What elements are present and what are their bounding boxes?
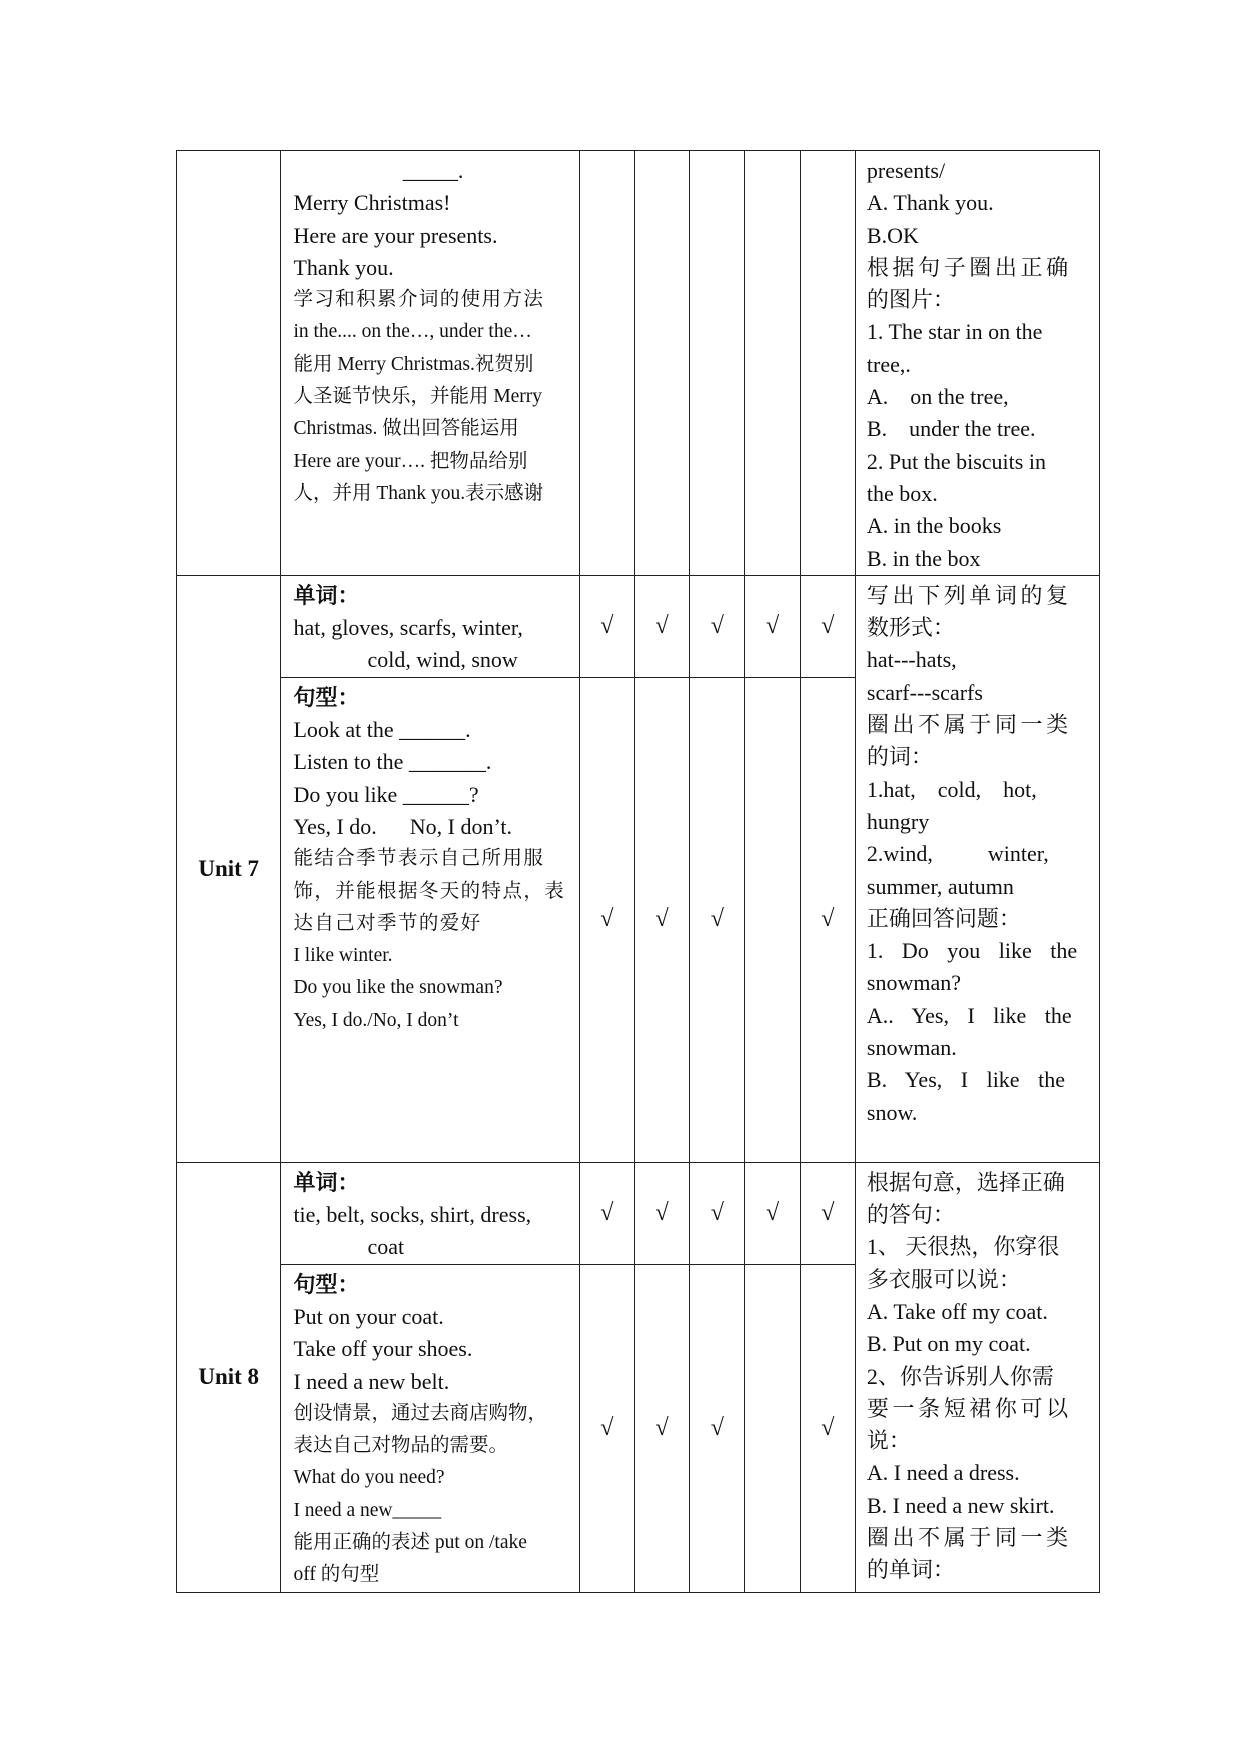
- text-line: 1.hat, cold, hot,: [866, 776, 1037, 802]
- text-line: Do you like ______?: [293, 781, 479, 807]
- text-line: 能用 Merry Christmas.祝贺别: [293, 353, 534, 375]
- patterns-heading: 句型：: [293, 684, 360, 710]
- text-line: _____.: [402, 158, 464, 183]
- check-mark: √: [800, 1264, 855, 1592]
- text-line: in the.... on the…, under the…: [293, 321, 532, 343]
- check-mark: √: [690, 677, 745, 1162]
- text-line: A. Thank you.: [866, 190, 994, 216]
- check-mark: √: [634, 575, 689, 677]
- text-line: snow.: [866, 1099, 918, 1125]
- text-line: 要一条短裙你可以: [866, 1395, 1072, 1421]
- text-line: A. I need a dress.: [866, 1460, 1020, 1486]
- text-line: B. in the box: [866, 545, 981, 571]
- check-cell-empty: [634, 151, 689, 576]
- text-line: tree,.: [866, 351, 911, 377]
- text-line: Yes, I do./No, I don’t: [293, 1009, 459, 1031]
- text-line: 圈出不属于同一类: [866, 712, 1072, 738]
- text-line: 1、 天很热，你穿很: [866, 1234, 1060, 1260]
- text-line: 2. Put the biscuits in: [866, 448, 1046, 474]
- content-cell: [281, 151, 579, 576]
- text-line: Take off your shoes.: [293, 1336, 473, 1362]
- words-heading: 单词：: [293, 582, 360, 608]
- text-line: B. I need a new skirt.: [866, 1492, 1055, 1518]
- check-cell-empty: [745, 151, 800, 576]
- text-line: Put on your coat.: [293, 1303, 444, 1329]
- text-line: 表达自己对物品的需要。: [293, 1435, 508, 1457]
- text-line: 饰，并能根据冬天的特点，表: [293, 880, 566, 902]
- text-line: coat: [367, 1234, 405, 1260]
- text-line: scarf---scarfs: [866, 679, 983, 705]
- check-mark: √: [800, 575, 855, 677]
- text-line: I need a new belt.: [293, 1368, 450, 1394]
- text-line: 的词：: [866, 744, 933, 770]
- check-mark: √: [579, 1162, 634, 1264]
- text-line: Do you like the snowman?: [293, 977, 503, 999]
- text-line: snowman.: [866, 1035, 957, 1061]
- text-line: A. in the books: [866, 513, 1002, 539]
- text-line: hat, gloves, scarfs, winter,: [293, 615, 523, 641]
- text-line: Here are your…. 把物品给别: [293, 450, 528, 472]
- text-line: 达自己对季节的爱好: [293, 912, 482, 934]
- check-mark: √: [579, 677, 634, 1162]
- check-cell-empty: [690, 151, 745, 576]
- text-line: 圈出不属于同一类: [866, 1525, 1072, 1551]
- text-line: What do you need?: [293, 1467, 445, 1489]
- text-line: summer, autumn: [866, 873, 1014, 899]
- text-line: I need a new_____: [293, 1499, 442, 1521]
- text-line: I like winter.: [293, 945, 393, 967]
- check-mark: √: [579, 1264, 634, 1592]
- text-line: B. Yes, I like the: [866, 1067, 1065, 1093]
- text-line: Here are your presents.: [293, 222, 498, 248]
- check-mark: √: [634, 1162, 689, 1264]
- text-line: 正确回答问题：: [866, 905, 1021, 931]
- check-cell-empty: [800, 151, 855, 576]
- check-cell-empty: [745, 1264, 800, 1592]
- unit-cell-empty: [177, 151, 281, 576]
- text-line: 的答句：: [866, 1202, 955, 1228]
- text-line: presents/: [866, 158, 946, 183]
- text-line: 的图片：: [866, 287, 955, 313]
- unit-label: Unit 8: [177, 1162, 281, 1592]
- text-line: 2.wind, winter,: [866, 841, 1049, 867]
- check-mark: √: [634, 1264, 689, 1592]
- text-line: hat---hats,: [866, 647, 957, 673]
- table-row: [177, 575, 1100, 677]
- text-line: 多衣服可以说：: [866, 1266, 1021, 1292]
- check-mark: √: [800, 1162, 855, 1264]
- text-line: 的单词：: [866, 1557, 955, 1583]
- text-line: tie, belt, socks, shirt, dress,: [293, 1202, 532, 1228]
- words-cell: [281, 575, 579, 677]
- text-line: 创设情景，通过去商店购物，: [293, 1402, 547, 1424]
- check-mark: √: [690, 575, 745, 677]
- check-mark: √: [745, 1162, 800, 1264]
- check-mark: √: [579, 575, 634, 677]
- words-heading: 单词：: [293, 1169, 360, 1195]
- text-line: snowman?: [866, 970, 961, 996]
- unit-label: Unit 7: [177, 575, 281, 1162]
- text-line: 根据句意，选择正确: [866, 1169, 1065, 1195]
- text-line: 能结合季节表示自己所用服: [293, 848, 545, 870]
- text-line: 数形式：: [866, 615, 955, 641]
- text-line: B. under the tree.: [866, 416, 1036, 442]
- check-mark: √: [800, 677, 855, 1162]
- text-line: Christmas. 做出回答能运用: [293, 418, 519, 440]
- table-row: [177, 151, 1100, 576]
- text-line: B. Put on my coat.: [866, 1331, 1031, 1357]
- text-line: Yes, I do. No, I don’t.: [293, 813, 513, 839]
- text-line: Thank you.: [293, 254, 394, 280]
- text-line: hungry: [866, 808, 930, 834]
- table-row: [177, 1162, 1100, 1264]
- text-line: B.OK: [866, 222, 919, 248]
- text-line: A. Take off my coat.: [866, 1298, 1048, 1324]
- text-line: the box.: [866, 480, 938, 506]
- notes-cell: [855, 151, 1099, 576]
- check-mark: √: [634, 677, 689, 1162]
- text-line: off 的句型: [293, 1564, 380, 1586]
- text-line: A.. Yes, I like the: [866, 1002, 1072, 1028]
- check-cell-empty: [579, 151, 634, 576]
- words-cell: [281, 1162, 579, 1264]
- text-line: 写出下列单词的复: [866, 582, 1072, 608]
- text-line: Listen to the _______.: [293, 749, 492, 775]
- unit-table: [176, 150, 1100, 1593]
- text-line: 1. Do you like the: [866, 938, 1078, 964]
- check-mark: √: [690, 1162, 745, 1264]
- text-line: Look at the ______.: [293, 717, 471, 743]
- text-line: 人，并用 Thank you.表示感谢: [293, 482, 544, 504]
- notes-cell: [855, 1162, 1099, 1592]
- patterns-heading: 句型：: [293, 1271, 360, 1297]
- text-line: 能用正确的表述 put on /take: [293, 1532, 527, 1554]
- check-mark: √: [745, 575, 800, 677]
- text-line: 学习和积累介词的使用方法: [293, 289, 545, 311]
- text-line: 人圣诞节快乐，并能用 Merry: [293, 386, 543, 408]
- text-line: Merry Christmas!: [293, 190, 451, 216]
- patterns-cell: [281, 677, 579, 1162]
- check-cell-empty: [745, 677, 800, 1162]
- text-line: 1. The star in on the: [866, 319, 1043, 345]
- check-mark: √: [690, 1264, 745, 1592]
- text-line: cold, wind, snow: [367, 647, 518, 673]
- text-line: 2、你告诉别人你需: [866, 1363, 1054, 1389]
- text-line: A. on the tree,: [866, 384, 1009, 410]
- text-line: 根据句子圈出正确: [866, 254, 1072, 280]
- notes-cell: [855, 575, 1099, 1162]
- patterns-cell: [281, 1264, 579, 1592]
- text-line: 说：: [866, 1428, 911, 1454]
